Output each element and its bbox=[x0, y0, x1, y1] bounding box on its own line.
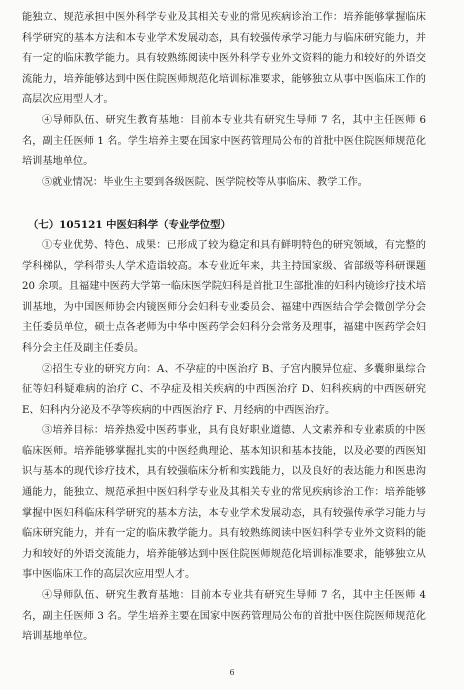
paragraph-training-goal-continued: 能独立、规范承担中医外科学专业及其相关专业的常见疾病诊治工作：培养能够掌握临床科学研究的基本方法和本专业学术发展动态，具有较强传承学习能力与临床研究能力，并有一定的临床教学能力。具有较熟练阅读中医外科学专业外文资料的能力和较好的外语交流能力，培养能够达到中医住院医师规范化培训标准要求，能够独立从事中医临床工作的高层次应用型人才。 bbox=[22, 12, 426, 106]
paragraph-advantages: ①专业优势、特色、成果：已形成了较为稳定和具有鲜明特色的研究领域，有完整的学科梯队，学科带头人学术造诣较高。本专业近年来，共主持国家级、省部级等科研课题 20 余项。且福建中医药大学第一临床医学院妇科是首批卫生部批准的妇科内镜诊疗技术培训基地，为中国医师协会内镜医师分会妇科专业委员会、福建中西医结合学会微创学分会主任委员单位，硕士点各老师为中华中医药学会妇科分会常务及理事，福建中医药学会妇科分会主任及副主任委员。 bbox=[22, 239, 426, 354]
page-number: 6 bbox=[229, 668, 235, 677]
paragraph-supervisors-gynecology: ④导师队伍、研究生教育基地：目前本专业共有研究生导师 7 名，其中主任医师 4 名，副主任医师 3 名。学生培养主要在国家中医药管理局公布的首批中医住院医师规范化培训基地单位。 bbox=[22, 590, 426, 643]
paragraph-employment: ⑤就业情况：毕业生主要到各级医院、医学院校等从事临床、教学工作。 bbox=[42, 176, 368, 188]
paragraph-training-goal: ③培养目标：培养热爱中医药事业，具有良好职业道德、人文素养和专业素质的中医临床医师。培养能够掌握扎实的中医经典理论、基本知识和基本技能，以及必要的西医知识与基本的现代诊疗技术，具有较强临床分析和实践能力，以及良好的表达能力和医患沟通能力，能独立、规范承担中医妇科学专业及其相关专业的常见疾病诊治工作：培养能够掌握中医妇科临床科学研究的基本方法，本专业学术发展动态，具有较强传承学习能力与临床研究能力，并有一定的临床教学能力。具有较熟练阅读中医妇科学专业外文资料的能力和较好的外语交流能力，培养能够达到中医住院医师规范化培训标准要求，能够独立从事中医临床工作的高层次应用型人才。 bbox=[22, 425, 426, 581]
paragraph-research-directions: ②招生专业的研究方向：A、不孕症的中医治疗 B、子宫内膜异位症、多囊卵巢综合征等妇科疑难病的治疗 C、不孕症及相关疾病的中西医治疗 D、妇科疾病的中西医研究 E、妇科内分泌及不孕等疾病的中西医治疗 F、月经病的中西医治疗。 bbox=[22, 363, 426, 416]
paragraph-supervisors-surgery: ④导师队伍、研究生教育基地：目前本专业共有研究生导师 7 名，其中主任医师 6 名，副主任医师 1 名。学生培养主要在国家中医药管理局公布的首批中医住院医师规范化培训基地单位。 bbox=[22, 114, 426, 168]
section-gap bbox=[22, 193, 426, 215]
section-heading-gynecology: （七）105121 中医妇科学（专业学位型） bbox=[28, 219, 231, 232]
